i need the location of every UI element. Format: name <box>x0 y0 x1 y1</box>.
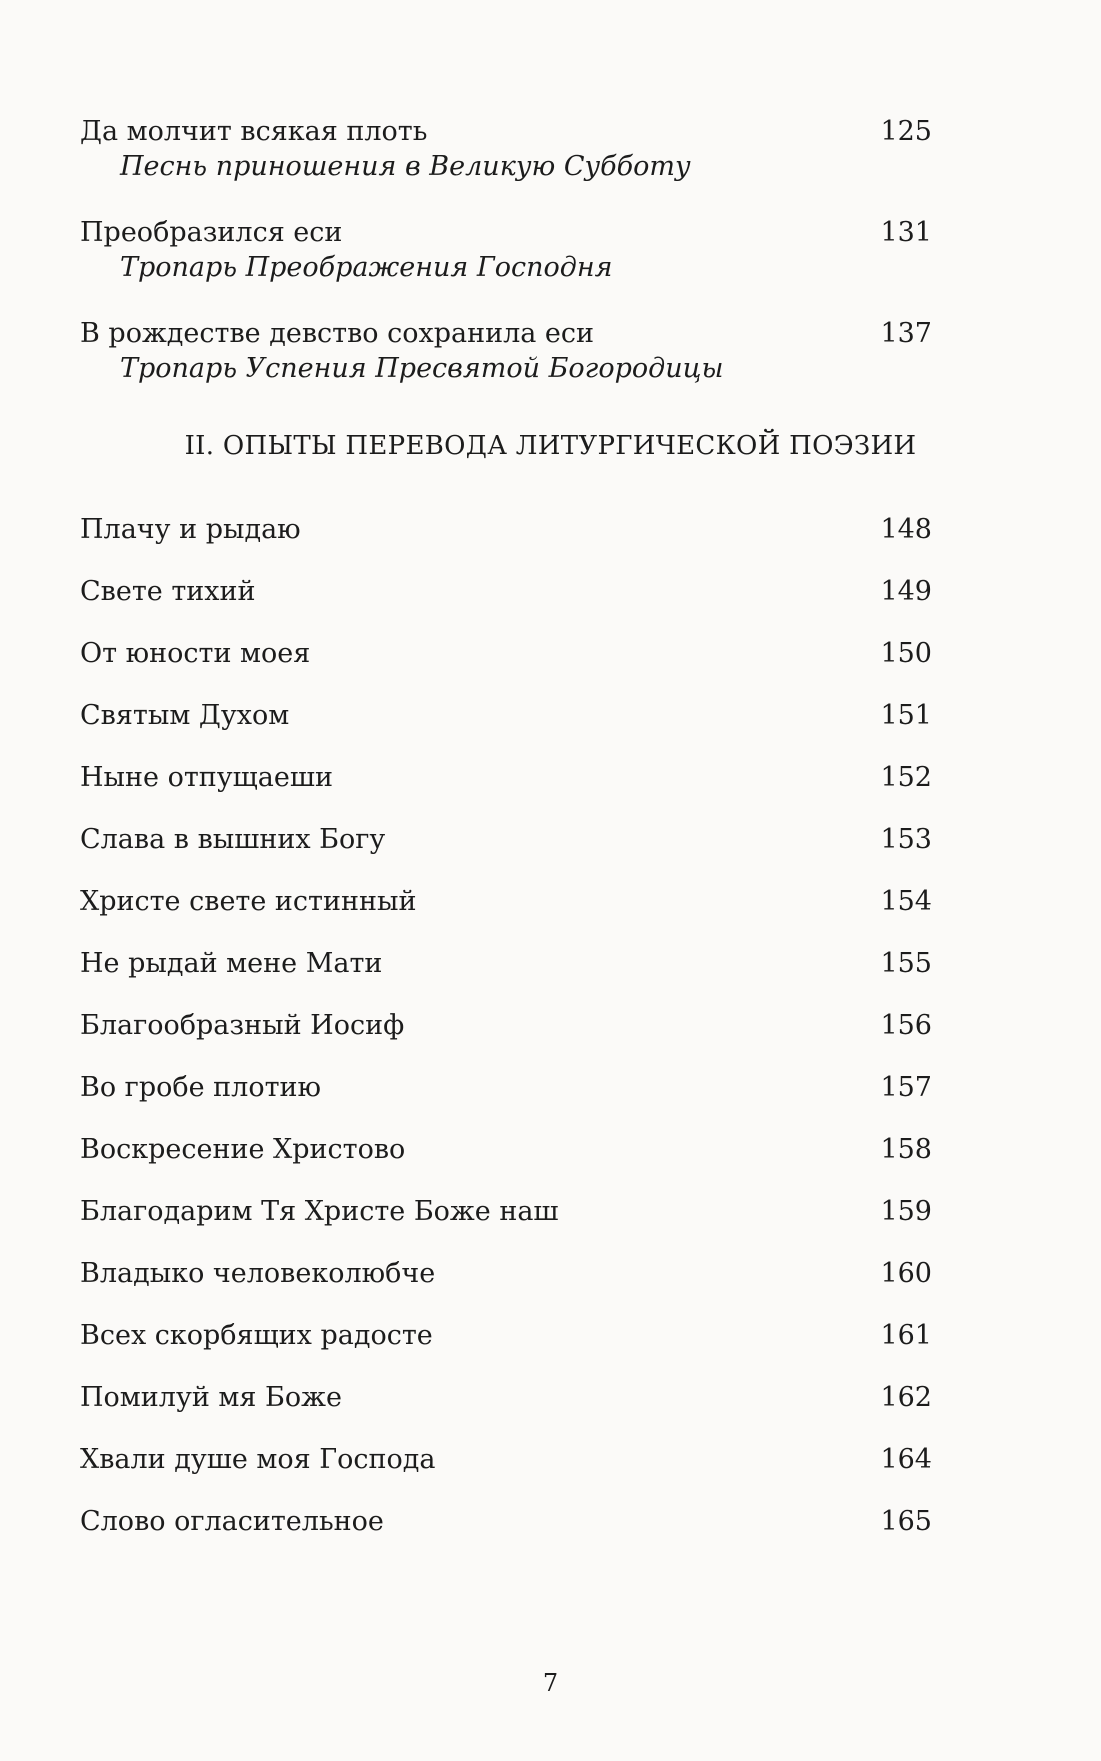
toc-entry-title: Благообразный Иосиф <box>80 1010 405 1041</box>
toc-entry-title: Хвали душе моя Господа <box>80 1444 436 1475</box>
toc-entry-page: 131 <box>880 217 932 248</box>
toc-entry-subtitle: Тропарь Преображения Господня <box>120 252 613 283</box>
toc-entry-subtitle: Тропарь Успения Пресвятой Богородицы <box>120 353 724 384</box>
toc-entry-line <box>80 1194 932 1230</box>
toc-entry-line <box>80 114 932 182</box>
toc-entry-title: Ныне отпущаеши <box>80 762 333 793</box>
toc-entry <box>80 1256 932 1292</box>
toc-entry-page: 161 <box>880 1320 932 1351</box>
toc-entry-line <box>80 698 932 734</box>
toc-entry-title: В рождестве девство сохранила еси <box>80 318 595 349</box>
toc-entry-line <box>80 215 932 283</box>
toc-entry-title: Помилуй мя Боже <box>80 1382 342 1413</box>
toc-entry-page: 151 <box>880 700 932 731</box>
toc-entry-line <box>80 1256 932 1292</box>
toc-entry-line <box>80 1070 932 1106</box>
toc-entry-line <box>80 946 932 982</box>
toc-entry-page: 154 <box>880 886 932 917</box>
toc-entry-line <box>80 884 932 920</box>
toc-entry-subtitle: Песнь приношения в Великую Субботу <box>120 151 691 182</box>
toc-entry <box>80 1442 932 1478</box>
toc-entry <box>80 636 932 672</box>
toc-entry <box>80 946 932 982</box>
toc-entry-page: 125 <box>880 116 932 147</box>
toc-entry-page: 157 <box>880 1072 932 1103</box>
toc-entry-page: 165 <box>880 1506 932 1537</box>
section-heading: II. ОПЫТЫ ПЕРЕВОДА ЛИТУРГИЧЕСКОЙ ПОЭЗИИ <box>184 431 917 461</box>
toc-entry-page: 150 <box>880 638 932 669</box>
toc-entry-page: 153 <box>880 824 932 855</box>
toc-entry <box>80 1318 932 1354</box>
toc-entry <box>80 1132 932 1168</box>
toc-entry-line <box>80 1008 932 1044</box>
toc-entry <box>80 1380 932 1416</box>
toc-entry-line <box>80 1380 932 1416</box>
toc-entry-line <box>80 822 932 858</box>
toc-entry-title: Христе свете истинный <box>80 886 417 917</box>
toc-entry <box>80 1008 932 1044</box>
toc-entry-page: 137 <box>880 318 932 349</box>
toc-entry <box>80 512 932 548</box>
toc-entry-page: 149 <box>880 576 932 607</box>
toc-entry-page: 156 <box>880 1010 932 1041</box>
toc-entry <box>80 760 932 796</box>
toc-entry-page: 148 <box>880 514 932 545</box>
toc-entry-title: Не рыдай мене Мати <box>80 948 383 979</box>
toc-entry-page: 159 <box>880 1196 932 1227</box>
toc-entry-line <box>80 1442 932 1478</box>
toc-entry-title: Всех скорбящих радосте <box>80 1320 433 1351</box>
toc-entry-page: 152 <box>880 762 932 793</box>
toc-entry-line <box>80 512 932 548</box>
toc-entry-page: 158 <box>880 1134 932 1165</box>
toc-entry-page: 162 <box>880 1382 932 1413</box>
toc-entry-page: 164 <box>880 1444 932 1475</box>
toc-entry <box>80 822 932 858</box>
toc-entry-line <box>80 574 932 610</box>
toc-entry <box>80 884 932 920</box>
page-number: 7 <box>542 1669 559 1697</box>
toc-entry-line <box>80 760 932 796</box>
toc-entry-title: Свете тихий <box>80 576 256 607</box>
toc-entry-page: 160 <box>880 1258 932 1289</box>
toc-entry-line <box>80 1318 932 1354</box>
toc-entry-line <box>80 1132 932 1168</box>
toc-entry-page: 155 <box>880 948 932 979</box>
toc-entry-title: Во гробе плотию <box>80 1072 322 1103</box>
toc-entry <box>80 698 932 734</box>
toc-entry <box>80 1504 932 1540</box>
toc-entry-line <box>80 316 932 384</box>
toc-entry-title: Да молчит всякая плоть <box>80 116 428 147</box>
toc-entry <box>80 1194 932 1230</box>
toc-entry-title: Плачу и рыдаю <box>80 514 301 545</box>
toc-entry-title: Благодарим Тя Христе Боже наш <box>80 1196 559 1227</box>
toc-entry-title: Воскресение Христово <box>80 1134 406 1165</box>
toc-entry-line <box>80 636 932 672</box>
toc-entry-title: Владыко человеколюбче <box>80 1258 436 1289</box>
toc-entry <box>80 1070 932 1106</box>
toc-entry-title: Святым Духом <box>80 700 290 731</box>
toc-entry-title: Преобразился еси <box>80 217 343 248</box>
toc-entry <box>80 574 932 610</box>
toc-entry <box>80 316 932 384</box>
toc-entry <box>80 114 932 182</box>
toc-entry <box>80 215 932 283</box>
toc-entry-title: От юности моея <box>80 638 311 669</box>
toc-entry-title: Слово огласительное <box>80 1506 384 1537</box>
toc-entry-title: Слава в вышних Богу <box>80 824 386 855</box>
toc-entry-line <box>80 1504 932 1540</box>
